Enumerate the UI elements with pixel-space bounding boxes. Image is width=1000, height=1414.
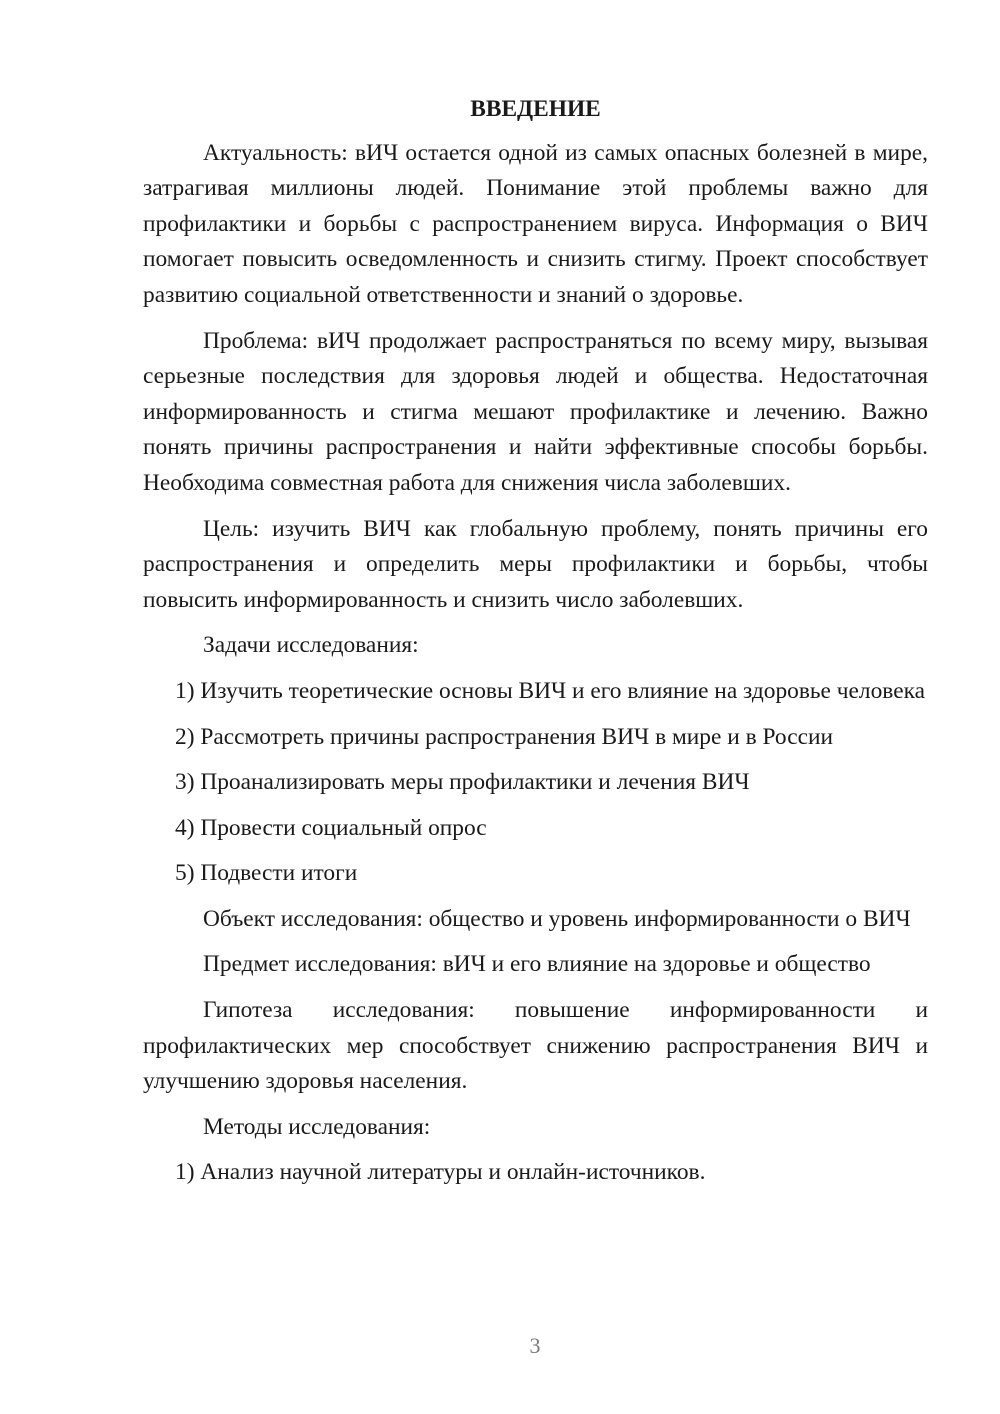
research-subject: Предмет исследования: вИЧ и его влияние на здоровье и общество: [203, 951, 871, 978]
page-title: ВВЕДЕНИЕ: [470, 96, 601, 122]
page-number: 3: [529, 1333, 541, 1358]
task-item: 3) Проанализировать меры профилактики и лечения ВИЧ: [175, 769, 750, 796]
task-item: 1) Изучить теоретические основы ВИЧ и его влияние на здоровье человека: [175, 677, 925, 704]
research-hypothesis: Гипотеза исследования: повышение информированности и профилактических мер способствует снижению распространения ВИЧ и улучшению здоровья населения.: [143, 997, 928, 1095]
method-item: 1) Анализ научной литературы и онлайн-источников.: [175, 1159, 706, 1186]
paragraph-relevance: Актуальность: вИЧ остается одной из самых опасных болезней в мире, затрагивая миллионы людей. Понимание этой проблемы важно для профилактики и борьбы с распространением вируса. Информация о ВИЧ помогает повысить осведомленность и снизить стигму. Проект способствует развитию социальной ответственности и знаний о здоровье.: [143, 139, 928, 308]
tasks-heading: Задачи исследования:: [203, 632, 419, 659]
task-item: 4) Провести социальный опрос: [175, 814, 487, 841]
page-content: [143, 92, 928, 1201]
paragraph-problem: Проблема: вИЧ продолжает распространяться по всему миру, вызывая серьезные последствия для здоровья людей и общества. Недостаточная информированность и стигма мешают профилактике и лечению. Важно понять причины распространения и найти эффективные способы борьбы. Необходима совместная работа для снижения числа заболевших.: [143, 327, 928, 496]
research-object: Объект исследования: общество и уровень информированности о ВИЧ: [203, 905, 911, 932]
task-item: 2) Рассмотреть причины распространения ВИЧ в мире и в России: [175, 723, 833, 750]
methods-heading: Методы исследования:: [203, 1113, 431, 1140]
paragraph-goal: Цель: изучить ВИЧ как глобальную проблему, понять причины его распространения и определить меры профилактики и борьбы, чтобы повысить информированность и снизить число заболевших.: [143, 515, 928, 613]
task-item: 5) Подвести итоги: [175, 860, 358, 887]
